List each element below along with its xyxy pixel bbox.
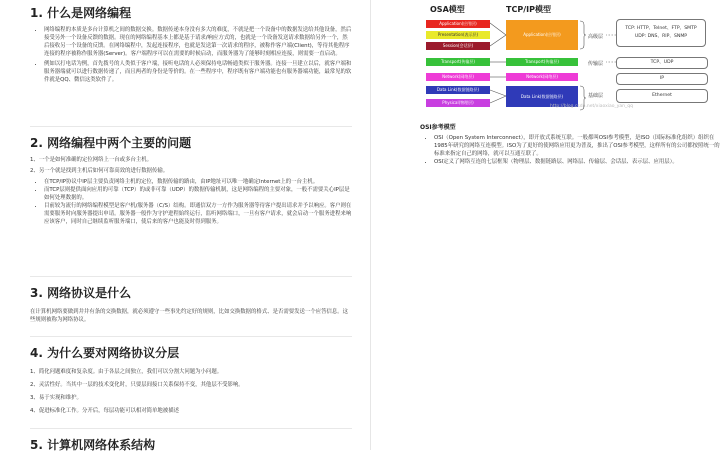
section-what-is-network-programming bbox=[30, 4, 352, 84]
osi-section-title: OSI参考模型 bbox=[420, 124, 456, 131]
section-title: 5. 计算机网络体系结构 bbox=[30, 438, 156, 452]
group-label: 基础层 bbox=[588, 93, 604, 99]
osi-layer-network: Network(网络层) bbox=[426, 73, 490, 81]
osi-layer-presentation: Presentation(表示层) bbox=[426, 31, 490, 39]
tcp-layer-transport: Transport(传输层) bbox=[506, 58, 578, 66]
tcp-layer-network: Network(网络层) bbox=[506, 73, 578, 81]
application-protocols-box bbox=[616, 19, 706, 47]
divider-line bbox=[30, 428, 352, 429]
osi-layer-session: Session(会话层) bbox=[426, 42, 490, 50]
column-divider bbox=[370, 0, 371, 450]
divider-line bbox=[30, 276, 352, 277]
divider-line bbox=[30, 126, 352, 127]
tcp-layer-datalink: Data Link(数据链路层) bbox=[506, 86, 578, 107]
numbered-item: 1、简化问题难度和复杂度。由于各层之间独立，我们可以分割大问题为小问题。 bbox=[30, 369, 223, 375]
numbered-item: 2、灵活性好。当其中一层的技术变化时，只要层间接口关系保持不变，其他层不受影响。 bbox=[30, 382, 244, 388]
paragraph: 在计算机网络要做到井井有条的交换数据，就必须遵守一些事先约定好的规则，比如交换数据的格式、是否需要发送一个应答信息。这些规则被称为网络协议。 bbox=[30, 309, 349, 323]
section-title: 3. 网络协议是什么 bbox=[30, 286, 132, 300]
watermark: http://blog.csdn.net/xiaoxiao_yan_qq bbox=[550, 104, 633, 109]
osi-model-title: OSA模型 bbox=[430, 5, 465, 14]
osi-layer-physical: Physical(物理层) bbox=[426, 99, 490, 107]
bullet-item: • OSI（Open System Interconnect），即开放式系统互联。一般都叫OSI参考模型，是ISO（国际标准化组织）组织在1985年研究的网络互连模型。ISO为了更好的使网络应用更为普及，推出了OSI参考模型，这样所有的公司都按照统一的标准来指定自己的网络，就可以互通互联了。 bbox=[434, 134, 720, 158]
bullet-item: • 目前较为流行的网络编程模型是客户机/服务器（C/S）结构。即通信双方一方作为服务器等待客户提出请求并予以响应。客户则在需要服务时向服务器提出申请。服务器一般作为守护进程始终运行，监听网络端口，一旦有客户请求，就会启动一个服务进程来响应该客户，同时自己继续监听服务端口，使后来的客户也能及时得到服务。 bbox=[44, 202, 352, 226]
bullet-item: • OSI定义了网络互连的七层框架（物理层、数据链路层、网络层、传输层、会话层、表示层、应用层）。 bbox=[434, 158, 720, 166]
section-architecture bbox=[30, 436, 352, 453]
numbered-item: 3、易于实现和维护。 bbox=[30, 395, 82, 401]
bullet-item: • 例如以打电话为例，首先拨号的人类似于客户端，接听电话的人必须保持电话畅通类似于服务器。连接一旦建立以后，就客户端和服务器端就可以进行数据传递了，而且两者的身份是等价的。在一些程序中，程序既有客户端功能也有服务器端功能，最常见的软件就是QQ、微信这类软件了。 bbox=[44, 60, 352, 84]
transport-protocols-box: TCP、UDP bbox=[616, 57, 708, 69]
protocol-text: TCP: HTTP、Telnet、FTP、SMTP bbox=[625, 26, 697, 31]
section-title: 4. 为什么要对网络协议分层 bbox=[30, 346, 180, 360]
section-title: 2. 网络编程中两个主要的问题 bbox=[30, 136, 192, 150]
section-two-problems bbox=[30, 134, 352, 226]
numbered-item: 4、促进标准化工作。分开后，每层功能可以相对简单地被描述 bbox=[30, 408, 179, 414]
osi-layer-transport: Transport(传输层) bbox=[426, 58, 490, 66]
link-protocols-box: Ethernet bbox=[616, 89, 708, 103]
divider-line bbox=[30, 336, 352, 337]
group-label: 高级层 bbox=[588, 34, 604, 40]
tcpip-model-title: TCP/IP模型 bbox=[506, 5, 551, 14]
group-label: 传输层 bbox=[588, 61, 604, 67]
section-title: 1. 什么是网络编程 bbox=[30, 6, 132, 20]
bullet-list bbox=[30, 178, 352, 226]
bullet-item: • 在TCP/IP协议中IP层主要负责网络主机的定位，数据传输的路由，由IP地址可以唯一地确定Internet上的一台主机。 bbox=[44, 178, 352, 186]
tcp-layer-application: Application(应用层) bbox=[506, 20, 578, 50]
bullet-item: • 而TCP层则提供面向应用的可靠（TCP）的或非可靠（UDP）的数据传输机制，这是网络编程的主要对象，一般不需要关心IP层是如何处理数据的。 bbox=[44, 186, 352, 202]
osi-tcpip-diagram bbox=[420, 4, 716, 116]
osi-layer-application: Application(应用层) bbox=[426, 20, 490, 28]
bullet-list bbox=[30, 26, 352, 84]
osi-layer-datalink: Data Link(数据链路层) bbox=[426, 86, 490, 94]
network-protocols-box: IP bbox=[616, 73, 708, 85]
protocol-text: UDP: DNS、RIP、SNMP bbox=[634, 34, 688, 39]
numbered-item: 2、另一个就是找到主机后如何可靠高效的进行数据传输。 bbox=[30, 168, 169, 174]
numbered-item: 1、一个是如何准确的定位网络上一台或多台主机。 bbox=[30, 157, 153, 163]
bullet-item: • 网络编程的本质是多台计算机之间的数据交换。数据传递本身没有多大的难度，不就是把一个设备中的数据发送给其他设备，然后接受另外一个设备反馈的数据。现在的网络编程基本上都是基于请求/响应方式的，也就是一个设备发送请求数据给另外一个，然后接收另一个设备的反馈。在网络编程中，发起连接程序，也就是发送第一次请求的程序，被称作客户端(Client)，等待其他程序连接的程序被称作服务器(Server)。客户端程序可以在需要的时候启动，而服务器为了能够时刻相应连接，则需要一直启动。 bbox=[44, 26, 352, 58]
section-what-is-protocol bbox=[30, 284, 352, 324]
osi-bullet-list bbox=[420, 134, 720, 166]
section-why-layering bbox=[30, 344, 352, 420]
